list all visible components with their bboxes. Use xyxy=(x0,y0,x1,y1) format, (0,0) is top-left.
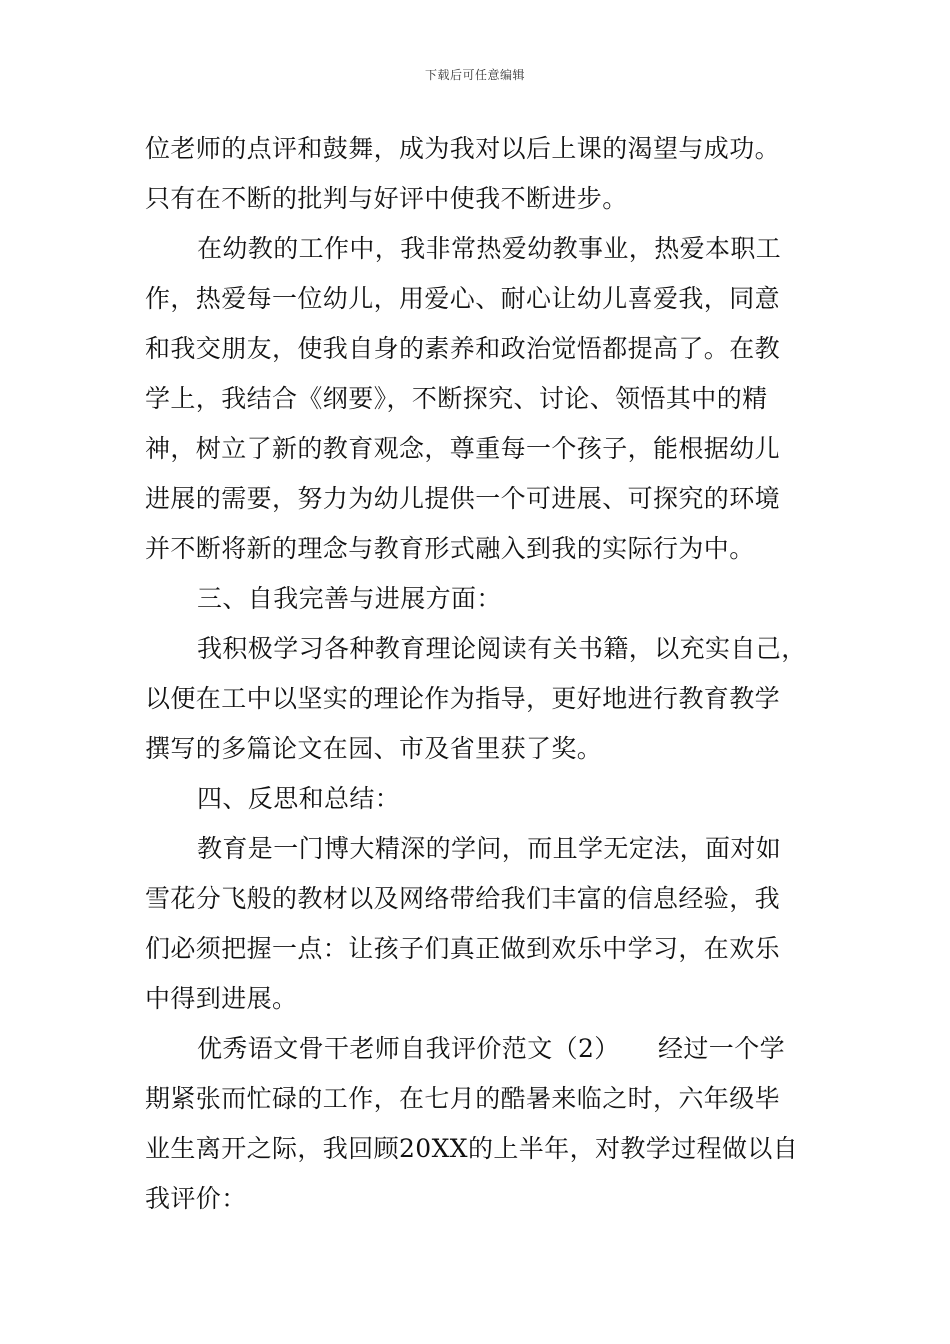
text-line: 教育是一门博大精深的学问，而且学无定法，面对如 xyxy=(197,834,782,863)
text-line: 我积极学习各种教育理论阅读有关书籍，以充实自己， xyxy=(197,634,807,663)
page-header: 下载后可任意编辑 xyxy=(424,68,525,82)
text-line: 期紧张而忙碌的工作，在七月的酷暑来临之时，六年级毕 xyxy=(145,1084,781,1113)
text-line: 神，树立了新的教育观念，尊重每一个孩子，能根据幼儿 xyxy=(145,434,781,463)
text-line: 中得到进展。 xyxy=(145,984,298,1013)
text-line: 雪花分飞般的教材以及网络带给我们丰富的信息经验，我 xyxy=(145,884,781,913)
text-line: 在幼教的工作中，我非常热爱幼教事业，热爱本职工 xyxy=(197,234,782,263)
text-line: 业生离开之际，我回顾20XX的上半年，对教学过程做以自 xyxy=(145,1134,799,1163)
text-line: 位老师的点评和鼓舞，成为我对以后上课的渴望与成功。 xyxy=(145,134,781,163)
text-line: 进展的需要，努力为幼儿提供一个可进展、可探究的环境 xyxy=(145,484,781,513)
text-line: 以便在工中以坚实的理论作为指导，更好地进行教育教学 xyxy=(145,684,781,713)
section-heading: 三、自我完善与进展方面： xyxy=(197,584,502,613)
text-line: 们必须把握一点：让孩子们真正做到欢乐中学习，在欢乐 xyxy=(145,934,781,963)
text-line: 并不断将新的理念与教育形式融入到我的实际行为中。 xyxy=(145,534,755,563)
section-heading: 四、反思和总结： xyxy=(197,784,401,813)
text-line: 只有在不断的批判与好评中使我不断进步。 xyxy=(145,184,628,213)
text-line: 优秀语文骨干老师自我评价范文（2） 经过一个学 xyxy=(197,1034,786,1063)
text-line: 撰写的多篇论文在园、市及省里获了奖。 xyxy=(145,734,603,763)
text-line: 学上，我结合《纲要》，不断探究、讨论、领悟其中的精 xyxy=(145,384,768,413)
text-line: 和我交朋友，使我自身的素养和政治觉悟都提高了。在教 xyxy=(145,334,781,363)
text-line: 我评价： xyxy=(145,1184,247,1213)
text-line: 作，热爱每一位幼儿，用爱心、耐心让幼儿喜爱我，同意 xyxy=(145,284,781,313)
